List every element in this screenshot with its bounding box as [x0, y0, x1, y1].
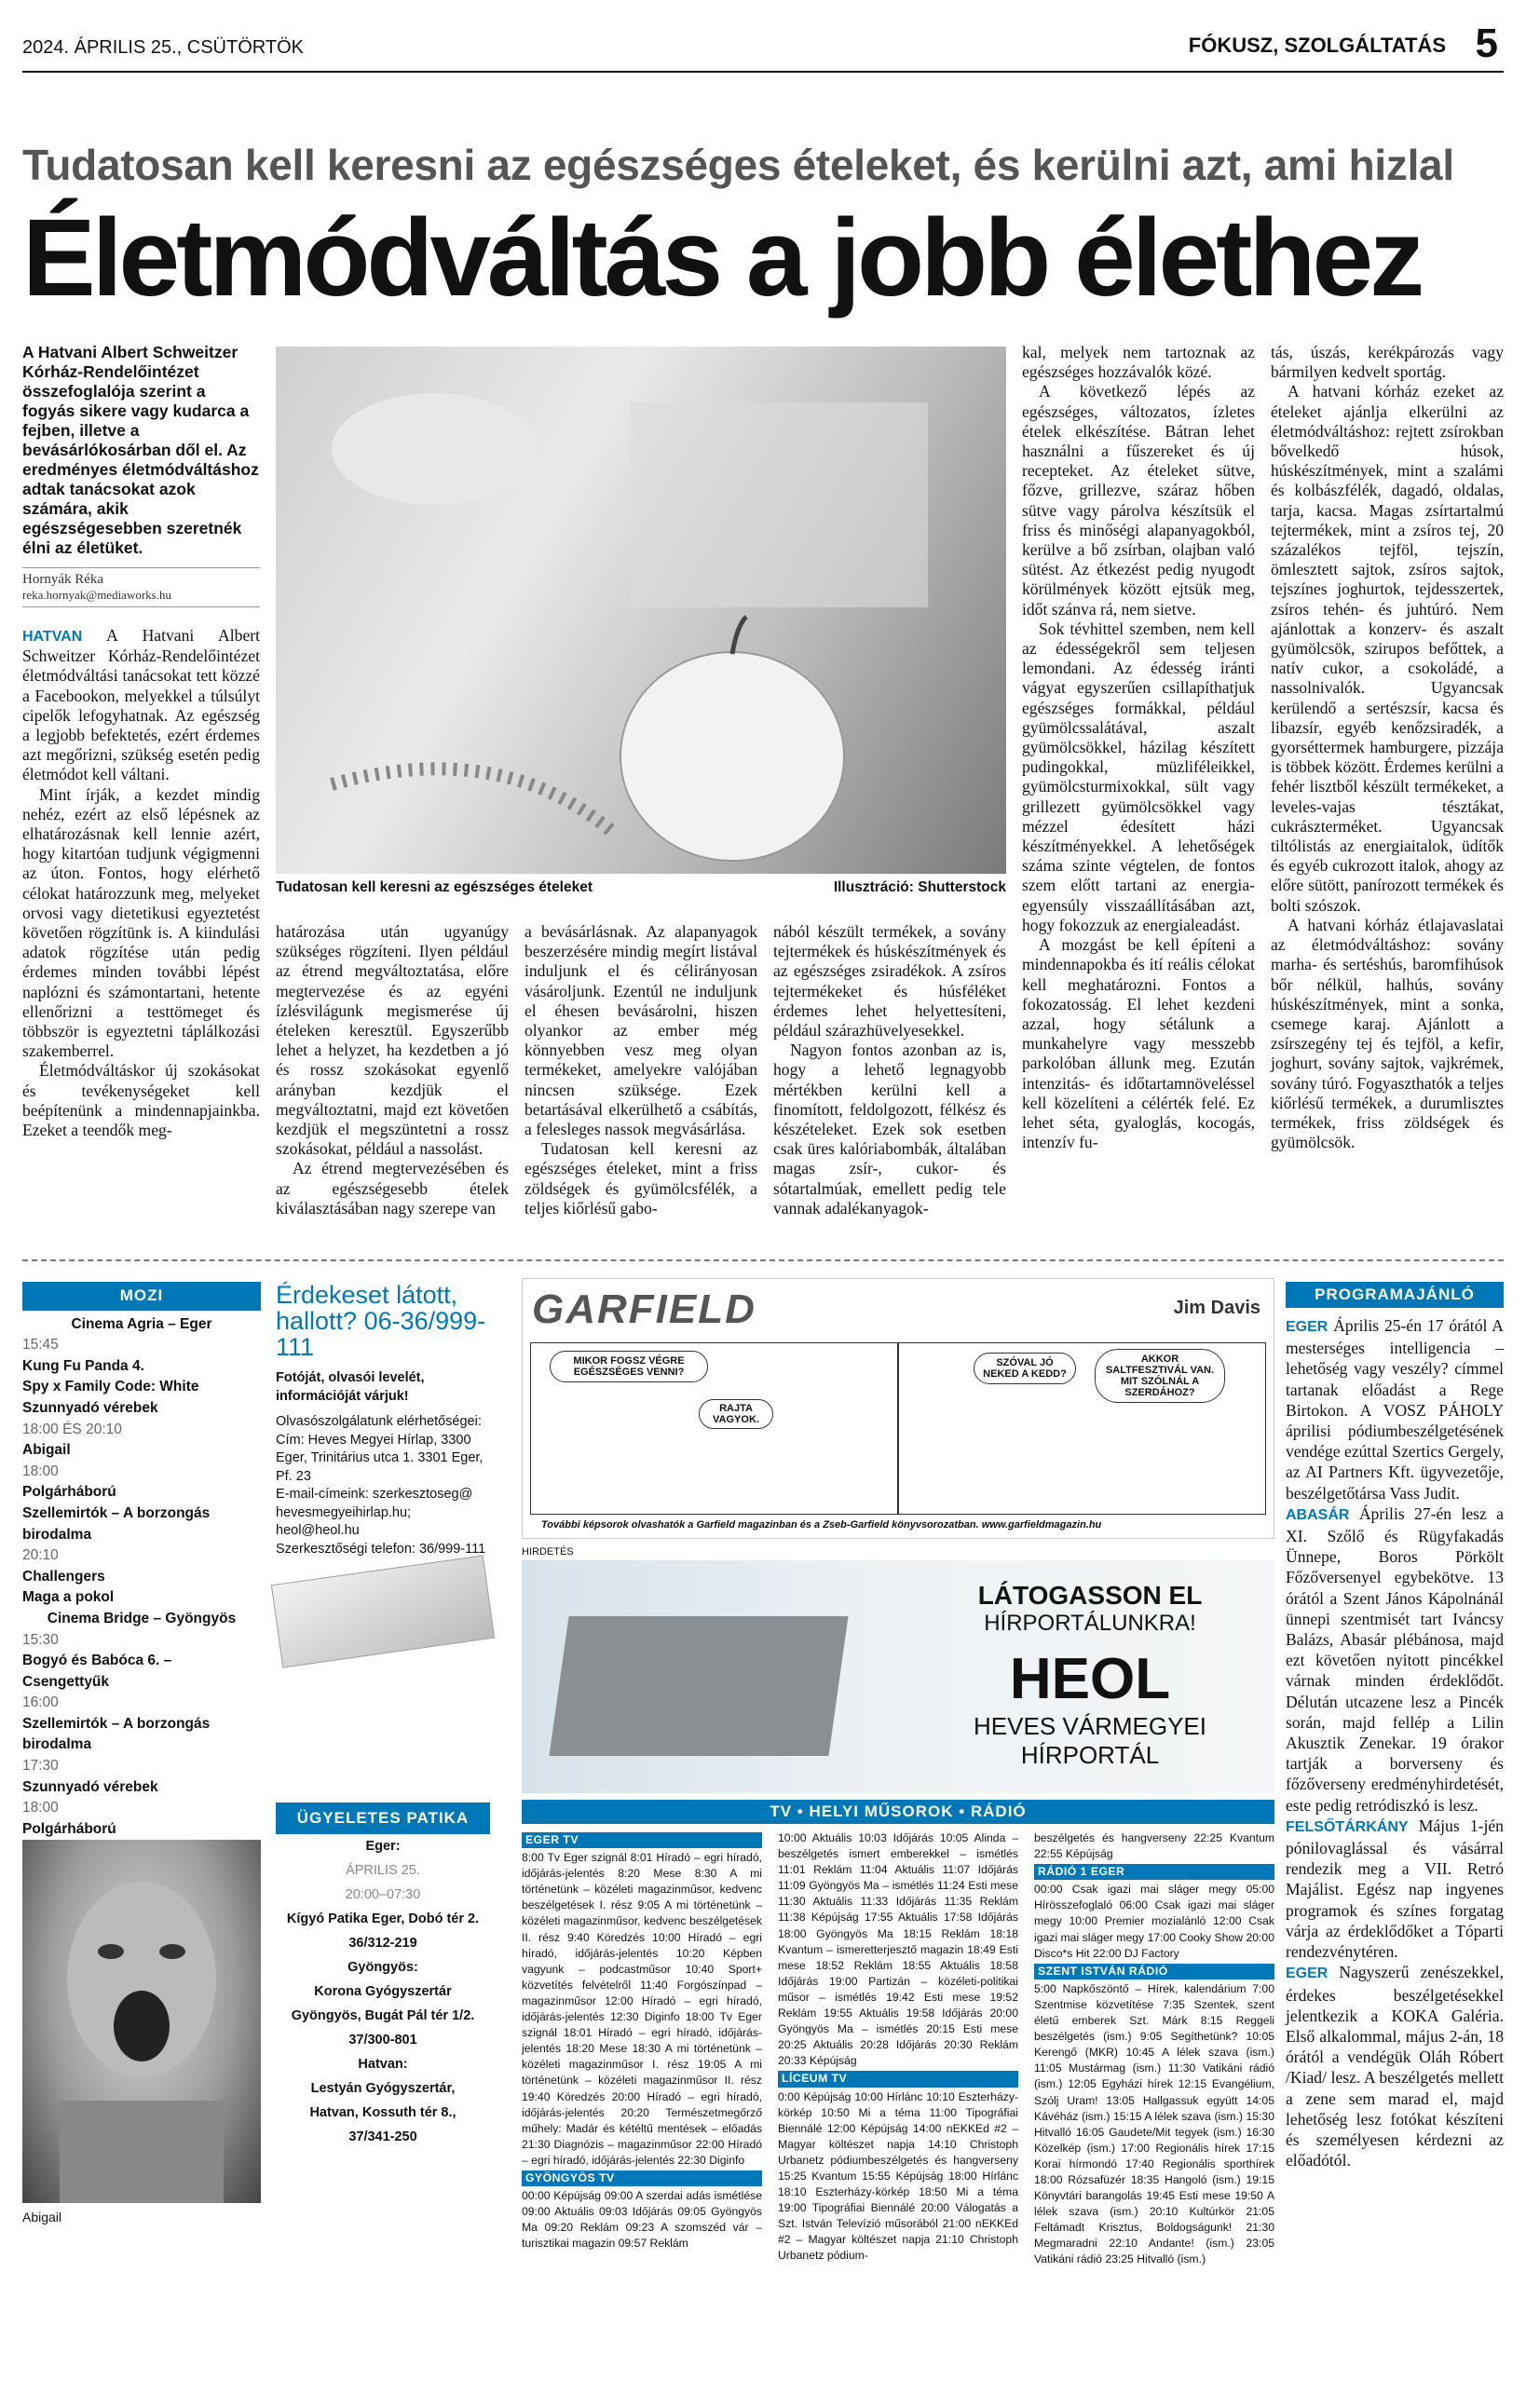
speech-bubble: MIKOR FOGSZ VÉGRE EGÉSZSÉGES VENNI? [550, 1351, 708, 1382]
movie-title: Polgárháború [22, 1484, 116, 1501]
program-box [1286, 1282, 1504, 2170]
paragraph: a bevásárlásnak. Az alapanyagok beszerzésére mindig megírt listával induljunk el és célirányosan vásároljunk. Ezentúl ne induljunk el éhesen bevásárolni, hiszen olyankor az ember még könnyebben vesz meg olyan termékeket, amelyekre valójában nincsen szüksége. Ezek betartásával elkerülhető a csábítás, a felesleges nassok megvásárlása. [525, 922, 757, 1139]
pharmacy-line: Lestyán Gyógyszertár, [310, 2081, 456, 2096]
photo-caption [276, 879, 1006, 896]
showtime: 18:00 ÉS 20:10 [22, 1421, 122, 1437]
issue-date: 2024. ÁPRILIS 25., CSÜTÖRTÖK [22, 37, 304, 58]
program-text: Május 1-jén pónilovaglással és vásárral rendezik meg a VII. Retró Majálist. Egész nap ingyenes programok és színes forgatag várja az érdeklődőket a Tóparti rendezvénytéren. [1286, 1816, 1504, 1962]
paragraph: Az étrend megtervezésében és az egészségesebb ételek kiválasztásában nagy szerepe van [276, 1159, 509, 1218]
program-title: PROGRAMAJÁNLÓ [1286, 1282, 1504, 1308]
newspaper-icon [271, 1555, 495, 1667]
program-text: Április 25-én 17 órától A mesterséges intelligencia – lehetőség vagy veszély? címmel tartanak előadást a Rege Birtokon. A VOSZ PÁHOLY áprilisi pódiumbeszélgetésének vendége ezúttal Szertics Gergely, az AI Partners Kft. ügyvezetője, beszélgetőtársa Vass Judit. [1286, 1316, 1504, 1503]
garfield-logo: GARFIELD [532, 1286, 756, 1332]
garfield-comic [522, 1278, 1274, 1539]
channel-schedule: 5:00 Napkőszöntő – Hírek, kalendárium 7:00 Szentmise közvetítése 7:35 Szentek, szent életű emberek Szt. Márk 8:15 Reggeli beszélgetés (ism.) 9:05 Segíthetünk? 10:05 Kerengő (MKR) 10:45 A lélek szava (ism.) 11:05 Mustármag (ism.) 11:30 Vatikáni rádió (ism.) 12:05 Egyházi hírek 12:15 Evangélium, Szólj Uram! 13:05 Hallgassuk együtt 14:05 Kávéház (ism.) 15:15 A lélek szava (ism.) 15:30 Hitvalló 16:05 Gaudete/Mit tegyek (ism.) 16:30 Közelkép (ism.) 17:00 Regionális hírek 17:15 Korai hírmondó 17:40 Regionális sporthírek 18:00 Rózsafüzér 18:35 Hangoló (ism.) 19:15 Könyvtári barangolás 19:45 Esti mese 19:50 A lélek szava (ism.) 20:10 Kultúrkör 21:05 Feltámadt Krisztus, Boldogságunk! 21:30 Megmaradni 22:10 Andante! (ism.) 23:05 Vatikáni rádió 23:25 Hitvalló (ism.) [1034, 1981, 1274, 2266]
paragraph: Életmódváltáskor új szokásokat és tevékenységeket kell beépítenünk a mindennapjainkba. Ezeket a teendők meg- [22, 1061, 260, 1140]
pharmacy-list [276, 1834, 490, 2149]
speech-bubble: SZÓVAL JÓ NEKED A KEDD? [974, 1353, 1076, 1384]
cinema-listing [22, 1335, 261, 1609]
reader-headline: Érdekeset látott, hallott? 06-36/999-111 [276, 1281, 486, 1361]
reader-invite: Fotóját, olvasói levelét, információját várjuk! [276, 1370, 425, 1404]
ad-copy [932, 1581, 1248, 1770]
article-kicker: Tudatosan kell keresni az egészséges ételeket, és kerülni azt, ami hizlal [22, 141, 1454, 189]
cinema-name: Cinema Agria – Eger [71, 1315, 212, 1332]
article-column-3 [525, 922, 757, 1218]
paragraph: Mint írják, a kezdet mindig nehéz, ezért az első lépésnek az elhatározásnak kell lennie azért, hogy kitartóan tudjunk végigmenni az úton. Fontos, hogy elérhető célokat határozzunk meg, melyeket orvosi vagy dietetikusi egyeztetést követően rögzítünk is. A kiindulási adatok rögzítése után pedig érdemes minden további lépést naplózni és számontartani, hetente ellenőrizni a testtömeget és többször is egyeztetni táplálkozási szakemberrel. [22, 784, 260, 1061]
program-place: EGER [1286, 1966, 1328, 1982]
ad-line: HÍRPORTÁL [1020, 1741, 1160, 1769]
paragraph: A mozgást be kell építeni a mindennapokba és ití reális célokat kell meghatározni. Fontos a fokozatosság. El lehet kezdeni azzal, hogy sétálunk a munkahelyre vagy messzebb parkolóban állunk meg. Ezután intenzitás- és időtartamnöveléssel kell közelíteni a célérték felé. Ez lehet séta, gyaloglás, kocogás, intenzív fu- [1022, 935, 1255, 1152]
author-email[interactable]: reka.hornyak@mediaworks.hu [22, 588, 171, 602]
showtime: 15:45 [22, 1337, 59, 1354]
ad-label: HIRDETÉS [522, 1546, 574, 1558]
channel-title: RÁDIÓ 1 EGER [1034, 1864, 1274, 1880]
header-rule [22, 71, 1504, 73]
tv-column-1 [522, 1830, 762, 2252]
comic-strip [530, 1342, 1266, 1515]
program-item [1286, 1315, 1504, 1503]
paragraph: határozása után ugyanúgy szükséges rögzíteni. Ilyen például az étrend megváltoztatása, előre megtervezése és az egyéni ízlésvilágunk megismerése új ételeken keresztül. Egyszerűbb lehet a helyzet, ha kezdetben a jó és rossz szokásokat egyenlő arányban kezdjük el megváltoztatni, majd ezt követően kezdjük el megszüntetni a rossz szokásokat, például a nassolást. [276, 922, 509, 1159]
paragraph: Nagyon fontos azonban az is, hogy a lehető legnagyobb mértékben kerülni kell a finomított, feldolgozott, félkész és készételeket. Ezek sok esetben csak üres kalóriabombák, általában magas zsír-, cukor- és sótartalmúak, emellett pedig tele vannak adalékanyagok- [773, 1041, 1006, 1218]
heol-logo: HEOL [1009, 1647, 1171, 1711]
showtime: 18:00 [22, 1462, 59, 1479]
article-column-1 [22, 626, 260, 1140]
channel-schedule: 00:00 Képújság 09:00 A szerdai adás ismétlése 09:00 Aktuális 09:03 Időjárás 09:05 Gyöngyös Ma 09:20 Reklám 09:23 A szomszéd vár – turisztikai magazin 09:57 Reklám [522, 2189, 762, 2251]
ad-line: HEVES VÁRMEGYEI [974, 1712, 1206, 1740]
reader-email[interactable]: E-mail-címeink: szerkesztoseg@ hevesmegyeihirlap.hu; heol@heol.hu [276, 1487, 473, 1538]
cinema-name: Cinema Bridge – Gyöngyös [47, 1610, 237, 1626]
paragraph: nából készült termékek, a sovány tejtermékek és húskészítmények és az egészséges zsiradékok. A zsíros tejtermékeket és húsféléket érdemes lehet helyettesíteni, például szárazhüvelyesekkel. [773, 922, 1006, 1041]
pharmacy-line: Eger: [365, 1839, 401, 1854]
ad-line: LÁTOGASSON EL [977, 1581, 1203, 1610]
article-column-6 [1271, 343, 1504, 1152]
pharmacy-line: 37/341-250 [348, 2129, 417, 2144]
cinema-title: MOZI [22, 1282, 261, 1311]
movie-title: Szellemirtók – A borzongás birodalma [22, 1504, 211, 1543]
program-place: FELSŐTÁRKÁNY [1286, 1818, 1409, 1835]
article-column-4 [773, 922, 1006, 1218]
movie-title: Polgárháború [22, 1820, 116, 1837]
showtime: 17:30 [22, 1758, 59, 1775]
channel-schedule: 8:00 Tv Eger szignál 8:01 Híradó – egri híradó, időjárás-jelentés 8:20 Mese 8:30 A mi történetünk – közéleti magazinműsor, kedvenc beszélgetések I. rész 9:05 A mi történetünk – közéleti magazinműsor, kedvenc beszélgetések II. rész 9:40 Köredzés 10:00 Híradó – egri híradó, időjárás-jelentés 10:20 Képben vagyunk – podcastműsor 10:40 Sport+ közvetítés felvételről 11:40 Forgószínpad – magazinműsor 12:00 Híradó – egri híradó, időjárás-jelentés 12:30 Diginfo 18:00 Tv Eger szignál 18:01 Híradó – egri híradó, időjárás-jelentés 18:20 Mese 18:30 A mi történetünk – közéleti magazinműsor I. rész 19:05 A mi történetünk – közéleti magazinműsor II. rész 19:40 Köredzés 20:00 Híradó – egri híradó, időjárás-jelentés 20:20 Természetmegőrző műhely: Madár és kétéltű mentések – előadás 21:30 Diagnózis – magazinműsor 22:00 Híradó – egri híradó, időjárás-jelentés 22:30 Diginfo [522, 1851, 762, 2167]
movie-title: Spy x Family Code: White [22, 1379, 199, 1395]
photo-credit: Illusztráció: Shutterstock [833, 879, 1006, 895]
channel-schedule: beszélgetés és hangverseny 22:25 Kvantum 22:55 Képújság [1034, 1831, 1274, 1861]
speech-bubble: RAJTA VAGYOK. [699, 1399, 773, 1429]
paragraph: A Hatvani Albert Schweitzer Kórház-Rendelőintézet életmódváltási tanácsokat tett közzé a Facebookon, melyekkel a túlsúlyt cipelők lefogyhatnak. Az egészség a legjobb befektetés, ezért érdemes azt megőrizni, szükség esetén pedig életmódot kell váltani. [22, 626, 261, 784]
movie-title: Szunnyadó vérebek [22, 1778, 158, 1795]
movie-title: Maga a pokol [22, 1589, 115, 1606]
paragraph: A következő lépés az egészséges, változatos, ízletes ételek elkészítése. Bátran lehet használni a fűszereket és új recepteket. Az ételeket sütve, főzve, grillezve, száraz hőben sütve vagy párolva készítsük el friss és minőségi alapanyagokból, kerülve a bő zsírban, olajban való sütést. Az étkezést pedig nyugodt körülmények között ejtsük meg, időt szánva rá, nem sietve. [1022, 382, 1255, 619]
article-photo [276, 347, 1006, 874]
paragraph: Tudatosan kell keresni az egészséges ételeket, mint a friss zöldségek és gyümölcsfélék, a teljes kiőrlésű gabo- [525, 1139, 757, 1218]
laptop-image [549, 1616, 848, 1756]
byline [22, 564, 260, 611]
dateline: HATVAN [22, 629, 83, 645]
pharmacy-line: ÁPRILIS 25. [346, 1863, 420, 1878]
channel-title: GYÖNGYÖS TV [522, 2170, 762, 2186]
movie-title: Bogyó és Babóca 6. – Csengettyűk [22, 1653, 172, 1690]
pharmacy-title: ÜGYELETES PATIKA [276, 1803, 490, 1834]
reader-service-box [276, 1282, 490, 1653]
program-text: Nagyszerű zenészekkel, érdekes beszélgetésekkel jelentkezik a KOKA Galéria. Első alkalommal, május 2-án, 18 órától a vendégük Oláh Róbert /Kiad/ lesz. A beszélgetés mellett a zene sem marad el, majd lehetőség lesz fotókat készíteni és személyesen kérdezni az előadótól. [1286, 1963, 1504, 2170]
photo-caption-abigail: Abigail [22, 2210, 62, 2224]
caption-text: Tudatosan kell keresni az egészséges ételeket [276, 879, 593, 895]
showtime: 18:00 [22, 1800, 59, 1816]
paragraph: A hatvani kórház ezeket az ételeket ajánlja elkerülni az életmódváltáshoz: rejtett zsírokban bővelkedő húsok, húskészítmények, mint a szalámi és kolbászfélék, dagadó, oldalas, tarja, kacsa. Magas zsírtartalmú tejtermékek, mint a zsíros tej, 20 százalékos tejföl, tejszín, ömlesztett sajtok, zsíros sajtok, tejszínes joghurtok, tejdesszertek, zsíros tehén- és juhtúró. Nem ajánlottak a konzerv- és aszalt gyümölcsök, szirupos befőttek, a natív cukor, a csokoládé, a nassolnivalók. Ugyancsak kerülendő a sertészsír, kacsa és libazsír, egyéb kenőzsiradék, a gyorséttermek hamburgere, pizzája is többek között. Érdemes kerülni a fehér lisztből készült termékeket, a leveles-vajas tésztákat, cukrászterméket. Ugyancsak tiltólistás az energiaitalok, üdítők és egyéb cukrozott italok, ahogy az előre sütött, panírozott termékek és bolti szószok. [1271, 382, 1504, 915]
ad-line: HÍRPORTÁLUNKRA! [984, 1611, 1196, 1636]
author-name: Hornyák Réka [22, 572, 104, 587]
pharmacy-box [276, 1803, 490, 2149]
pharmacy-line: Kígyó Patika Eger, Dobó tér 2. [286, 1911, 480, 1926]
channel-title: LÍCEUM TV [778, 2071, 1018, 2087]
program-place: EGER [1286, 1319, 1328, 1335]
pharmacy-line: 37/300-801 [348, 2033, 417, 2047]
movie-title: Szunnyadó vérebek [22, 1399, 158, 1416]
channel-schedule: 00:00 Csak igazi mai sláger megy 05:00 Hírösszefoglaló 06:00 Csak igazi mai sláger megy 10:00 Premier mozialánló 12:00 Csak igazi mai sláger megy 17:00 Cooky Show 20:00 Disco*s Hit 22:00 DJ Factory [1034, 1883, 1274, 1960]
channel-schedule: 10:00 Aktuális 10:03 Időjárás 10:05 Alinda – beszélgetés ismert emberekkel – ismétlés 11:01 Reklám 11:04 Aktuális 11:07 Időjárás 11:09 Gyöngyös Ma – ismétlés 11:24 Esti mese 11:30 Aktuális 11:33 Időjárás 11:35 Reklám 11:38 Képújság 17:55 Aktuális 17:58 Időjárás 18:00 Gyöngyös Ma 18:15 Reklám 18:18 Kvantum – ismeretterjesztő magazin 18:49 Esti mese 18:52 Reklám 18:55 Aktuális 18:58 Időjárás 19:00 Partizán – közéleti-politikai műsor – ismétlés 19:42 Esti mese 19:52 Reklám 19:55 Aktuális 19:58 Időjárás 20:00 Gyöngyös Ma – ismétlés 20:15 Esti mese 20:25 Aktuális 20:28 Időjárás 20:30 Reklám 20:33 Képújság [778, 1831, 1018, 2068]
program-item [1286, 1503, 1504, 1816]
program-list [1286, 1315, 1504, 2170]
article-column-2 [276, 922, 509, 1218]
byline-rule [22, 567, 260, 568]
pharmacy-line: Korona Gyógyszertár [314, 1984, 452, 1999]
channel-schedule: 0:00 Képújság 10:00 Hírlánc 10:10 Eszterházy-körkép 10:50 Mi a téma 11:00 Tipográfiai Biennálé 12:00 Képújság 14:00 nEKKEd #2 – Magyar költészet napja 14:10 Christoph Urbanetz pódiumbeszélgetés és hangverseny 15:25 Kvantum 15:55 Képújság 18:00 Hírlánc 18:10 Eszterházy-körkép 18:50 Mi a téma 19:00 Tipográfiai Biennálé 20:00 Válogatás a Szt. István Televízió műsorából 21:00 nEKKEd #2 – Magyar költészet napja 21:10 Christoph Urbanetz pódium- [778, 2089, 1018, 2263]
program-text: Április 27-én lesz a XI. Szőlő és Rügyfakadás Ünnepe, Boros Pörkölt Főzőversenyel egybekötve. 13 órától a Szent János Kápolnánál ünnepi szentmisét tart Iváncsy Balázs, Abasár plébánosa, majd ezt követően nyitott pincékkel várnak minden érdeklődőt. Délután utcazene lesz a Pincék során, majd fellép a Lilin Akusztik Zenekar. 19 órakor tartják a borverseny és főzőverseny eredményhirdetését, este pedig retródiszkó is lesz. [1286, 1503, 1504, 1815]
pharmacy-line: Hatvan, Kossuth tér 8., [309, 2105, 456, 2120]
paragraph: A hatvani kórház étlajavaslatai az életmódváltáshoz: sovány marha- és sertéshús, baromfihúsok bőr nélkül, halhús, sovány húskészítmények, mint a sonka, csemege karaj. Ajánlott a zsírszegény tej és tejföl, a kefir, joghurt, sovány sajtok, vajkrémek, sovány túró. Fogyaszthatók a teljes kiőrlésű termékek, a durumlisztes termékek, friss zöldségek és gyümölcsök. [1271, 915, 1504, 1152]
showtime: 16:00 [22, 1694, 59, 1711]
comic-panel-1 [531, 1343, 899, 1514]
pharmacy-line: 36/312-219 [348, 1936, 417, 1951]
reader-phone: Szerkesztőségi telefon: 36/999-111 [276, 1541, 486, 1557]
movie-title: Kung Fu Panda 4. [22, 1357, 144, 1374]
movie-title: Challengers [22, 1568, 105, 1585]
comic-author: Jim Davis [1173, 1298, 1260, 1318]
tv-column-2 [778, 1830, 1018, 2265]
program-place: ABASÁR [1286, 1506, 1350, 1523]
program-item [1286, 1816, 1504, 1962]
pharmacy-line: Gyöngyös, Bugát Pál tér 1/2. [291, 2008, 475, 2023]
article-column-5 [1022, 343, 1255, 1152]
tv-section-title: TV • HELYI MŰSOROK • RÁDIÓ [522, 1800, 1274, 1824]
tv-column-3 [1034, 1830, 1274, 2268]
movie-title: Abigail [22, 1442, 71, 1459]
article-lead: A Hatvani Albert Schweitzer Kórház-Rendelőintézet összefoglalója szerint a fogyás sikere vagy kudarca a fejben, illetve a bevásárlókosárban dől el. Az eredményes életmódváltáshoz adtak tanácsokat azok számára, akik egészségesebben szeretnék élni az életüket. [22, 343, 259, 557]
showtime: 20:10 [22, 1547, 59, 1564]
paragraph: kal, melyek nem tartoznak az egészséges hozzávalók közé. [1022, 343, 1255, 382]
byline-rule-bottom [22, 606, 260, 607]
program-item [1286, 1962, 1504, 2170]
section-name: FÓKUSZ, SZOLGÁLTATÁS [1188, 34, 1446, 57]
speech-bubble: AKKOR SALTFESZTIVÁL VAN. MIT SZÓLNÁL A SZERDÁHOZ? [1095, 1349, 1225, 1403]
showtime: 15:30 [22, 1631, 59, 1648]
comic-panel-2 [899, 1343, 1265, 1514]
cinema-box [22, 1282, 261, 1925]
reader-address: Cím: Heves Megyei Hírlap, 3300 Eger, Trinitárius utca 1. 3301 Eger, Pf. 23 [276, 1432, 484, 1484]
apple-illustration [276, 347, 1006, 874]
movie-title: Szellemirtók – A borzongás birodalma [22, 1715, 211, 1753]
channel-title: SZENT ISTVÁN RÁDIÓ [1034, 1964, 1274, 1979]
comic-footer: További képsorok olvashatók a Garfield magazinban és a Zseb-Garfield könyvsorozatban. www.garfieldmagazin.hu [541, 1519, 1102, 1531]
pharmacy-line: Hatvan: [358, 2057, 408, 2072]
channel-title: EGER TV [522, 1832, 762, 1848]
article-title: Életmódváltás a jobb élethez [22, 197, 1422, 320]
section-divider [22, 1259, 1504, 1261]
pharmacy-line: Gyöngyös: [347, 1960, 418, 1975]
heol-advert[interactable] [522, 1560, 1274, 1793]
face-illustration [22, 1840, 261, 2203]
abigail-photo [22, 1840, 261, 2203]
paragraph: Sok tévhittel szemben, nem kell az édességekről sem teljesen lemondani. Az édesség iránti vágyat egyszerűen csillapíthatjuk egészséges formákkal, például gyümölcssalátával, aszalt gyümölcsökkel, házilag készített pudingokkal, müzliféleikkel, gyümölcsturmixokkal, sült vagy grillezett gyümölcsökkel vagy mézzel édesített házi készítményekkel. A lehetőségek száma szinte végtelen, de fontos szem előtt tartani az energia-egyensúly visszaállításában azt, hogy fokozzuk az energialeadást. [1022, 619, 1255, 934]
paragraph: tás, úszás, kerékpározás vagy bármilyen kedvelt sportág. [1271, 343, 1504, 382]
pharmacy-line: 20:00–07:30 [345, 1887, 421, 1902]
reader-contact-label: Olvasószolgálatunk elérhetőségei: [276, 1414, 482, 1429]
page-number: 5 [1475, 20, 1498, 66]
